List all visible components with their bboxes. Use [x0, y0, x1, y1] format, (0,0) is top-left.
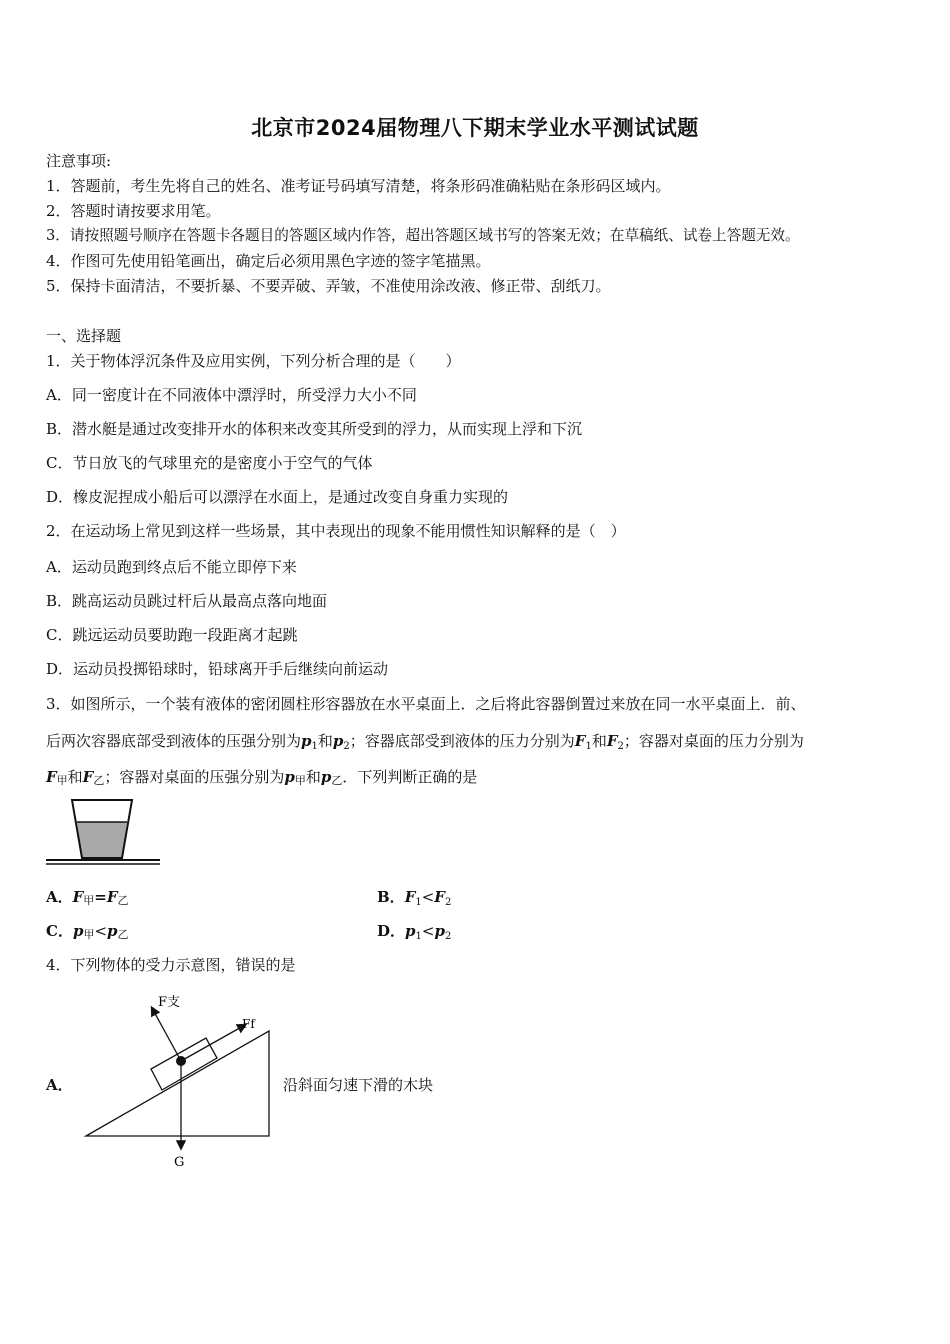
q3-text: 和 [305, 768, 321, 786]
notice-item: 5．保持卡面清洁，不要折暴、不要弄破、弄皱，不准使用涂改液、修正带、刮纸刀。 [46, 277, 611, 295]
support-force-label: F支 [158, 995, 181, 1010]
q3-subscript: 乙 [117, 894, 129, 907]
q3-option-c [46, 921, 129, 945]
q3-symbol: F [574, 732, 586, 750]
q2-emphasis: 不能 [415, 522, 446, 540]
q1-option-a: A．同一密度计在不同液体中漂浮时，所受浮力大小不同 [46, 386, 417, 404]
section-heading: 一、选择题 [46, 327, 122, 345]
q3-subscript: 2 [617, 741, 624, 752]
q3-subscript: 甲 [83, 894, 95, 907]
q3-symbol: p [284, 768, 295, 786]
q4-option-a-caption: 沿斜面匀速下滑的木块 [283, 1076, 434, 1094]
notice-item: 1．答题前，考生先将自己的姓名、准考证号码填写清楚，将条形码准确粘贴在条形码区域内。 [46, 177, 671, 195]
q3-symbol: p [320, 768, 332, 786]
notice-item: 2．答题时请按要求用笔。 [46, 202, 221, 220]
q3-symbol: p [107, 922, 118, 940]
q2-stem-part: 2．在运动场上常见到这样一些场景，其中表现出的现象 [46, 522, 416, 540]
q3-option-a [46, 887, 129, 911]
question-4-stem: 4．下列物体的受力示意图，错误的是 [46, 956, 296, 974]
q3-operator: < [421, 922, 435, 940]
q3-option-b [377, 887, 451, 913]
q3-operator: < [421, 888, 435, 906]
q3-symbol: F [606, 732, 618, 750]
q3-subscript: 乙 [117, 928, 129, 941]
q3-text: 后两次容器底部受到液体的压强分别为 [46, 732, 302, 750]
q3-text: 和 [317, 732, 333, 750]
container-figure [44, 798, 162, 866]
q3-subscript: 1 [415, 931, 422, 942]
q3-symbol: p [434, 922, 445, 940]
question-3-line-3 [46, 767, 477, 791]
q3-text: ；容器对桌面的压力分别为 [623, 732, 804, 750]
q3-subscript: 甲 [294, 774, 306, 787]
friction-force-label: Ff [242, 1017, 255, 1031]
q3-option-d [377, 921, 451, 947]
option-label: D． [377, 922, 406, 940]
q2-option-d: D．运动员投掷铅球时，铅球离开手后继续向前运动 [46, 660, 389, 678]
question-2-stem [46, 521, 626, 541]
q3-subscript: 2 [444, 931, 452, 942]
q3-subscript: 2 [343, 741, 350, 752]
q3-operator: < [94, 922, 108, 940]
q3-subscript: 1 [311, 741, 318, 752]
q3-operator: = [94, 888, 107, 906]
notice-item: 3．请按照题号顺序在答题卡各题目的答题区域内作答，超出答题区域书写的答案无效；在草稿纸、试卷上答题无效。 [46, 227, 800, 244]
q3-subscript: 乙 [331, 774, 343, 787]
q3-symbol: p [332, 732, 344, 750]
q3-symbol: p [301, 732, 312, 750]
q4-option-a-label: A． [46, 1076, 73, 1094]
q1-option-d: D．橡皮泥捏成小船后可以漂浮在水面上，是通过改变自身重力实现的 [46, 488, 509, 506]
notice-heading: 注意事项: [46, 152, 112, 170]
q2-option-a: A．运动员跑到终点后不能立即停下来 [46, 558, 297, 576]
q3-text: ；容器底部受到液体的压力分别为 [349, 732, 575, 750]
q1-option-b: B．潜水艇是通过改变排开水的体积来改变其所受到的浮力，从而实现上浮和下沉 [46, 420, 583, 438]
support-force-arrow [152, 1008, 181, 1061]
q3-symbol: p [72, 922, 84, 940]
option-label: A． [46, 888, 73, 906]
friction-force-arrow [181, 1025, 245, 1061]
q2-stem-part: 用惯性知识解释的是（ ） [445, 522, 626, 540]
q3-text: 和 [591, 732, 607, 750]
gravity-label: G [174, 1155, 185, 1170]
q3-symbol: F [82, 768, 94, 786]
q3-subscript: 甲 [83, 928, 95, 941]
notice-item: 4．作图可先使用铅笔画出，确定后必须用黑色字迹的签字笔描黑。 [46, 252, 491, 270]
q3-subscript: 1 [585, 741, 592, 752]
incline [86, 1031, 269, 1136]
q3-text: 和 [67, 768, 83, 786]
q3-symbol: F [106, 888, 118, 906]
page-title: 北京市2024届物理八下期末学业水平测试试题 [251, 116, 699, 140]
q3-symbol: F [72, 888, 84, 906]
q3-subscript: 2 [444, 897, 452, 908]
q3-text: ；容器对桌面的压强分别为 [104, 768, 285, 786]
question-3-line-1: 3．如图所示，一个装有液体的密闭圆柱形容器放在水平桌面上．之后将此容器倒置过来放在同一水平桌面上．前、 [46, 695, 806, 713]
q2-option-c: C．跳远运动员要助跑一段距离才起跳 [46, 626, 298, 644]
liquid [77, 822, 127, 857]
q3-subscript: 1 [415, 897, 422, 908]
q3-symbol: F [404, 888, 416, 906]
q3-text: ．下列判断正确的是 [342, 768, 478, 786]
q1-option-c: C．节日放飞的气球里充的是密度小于空气的气体 [46, 454, 373, 472]
q3-symbol: F [434, 888, 445, 906]
q3-symbol: F [46, 768, 57, 786]
option-label: C． [46, 922, 73, 940]
q3-symbol: p [405, 922, 416, 940]
question-1-stem: 1．关于物体浮沉条件及应用实例，下列分析合理的是（ ） [46, 352, 461, 370]
incline-force-diagram [80, 988, 280, 1173]
q3-subscript: 甲 [56, 774, 68, 787]
q2-option-b: B．跳高运动员跳过杆后从最高点落向地面 [46, 592, 328, 610]
option-label: B． [377, 888, 405, 906]
q3-subscript: 乙 [93, 774, 105, 787]
question-3-line-2 [46, 731, 804, 757]
